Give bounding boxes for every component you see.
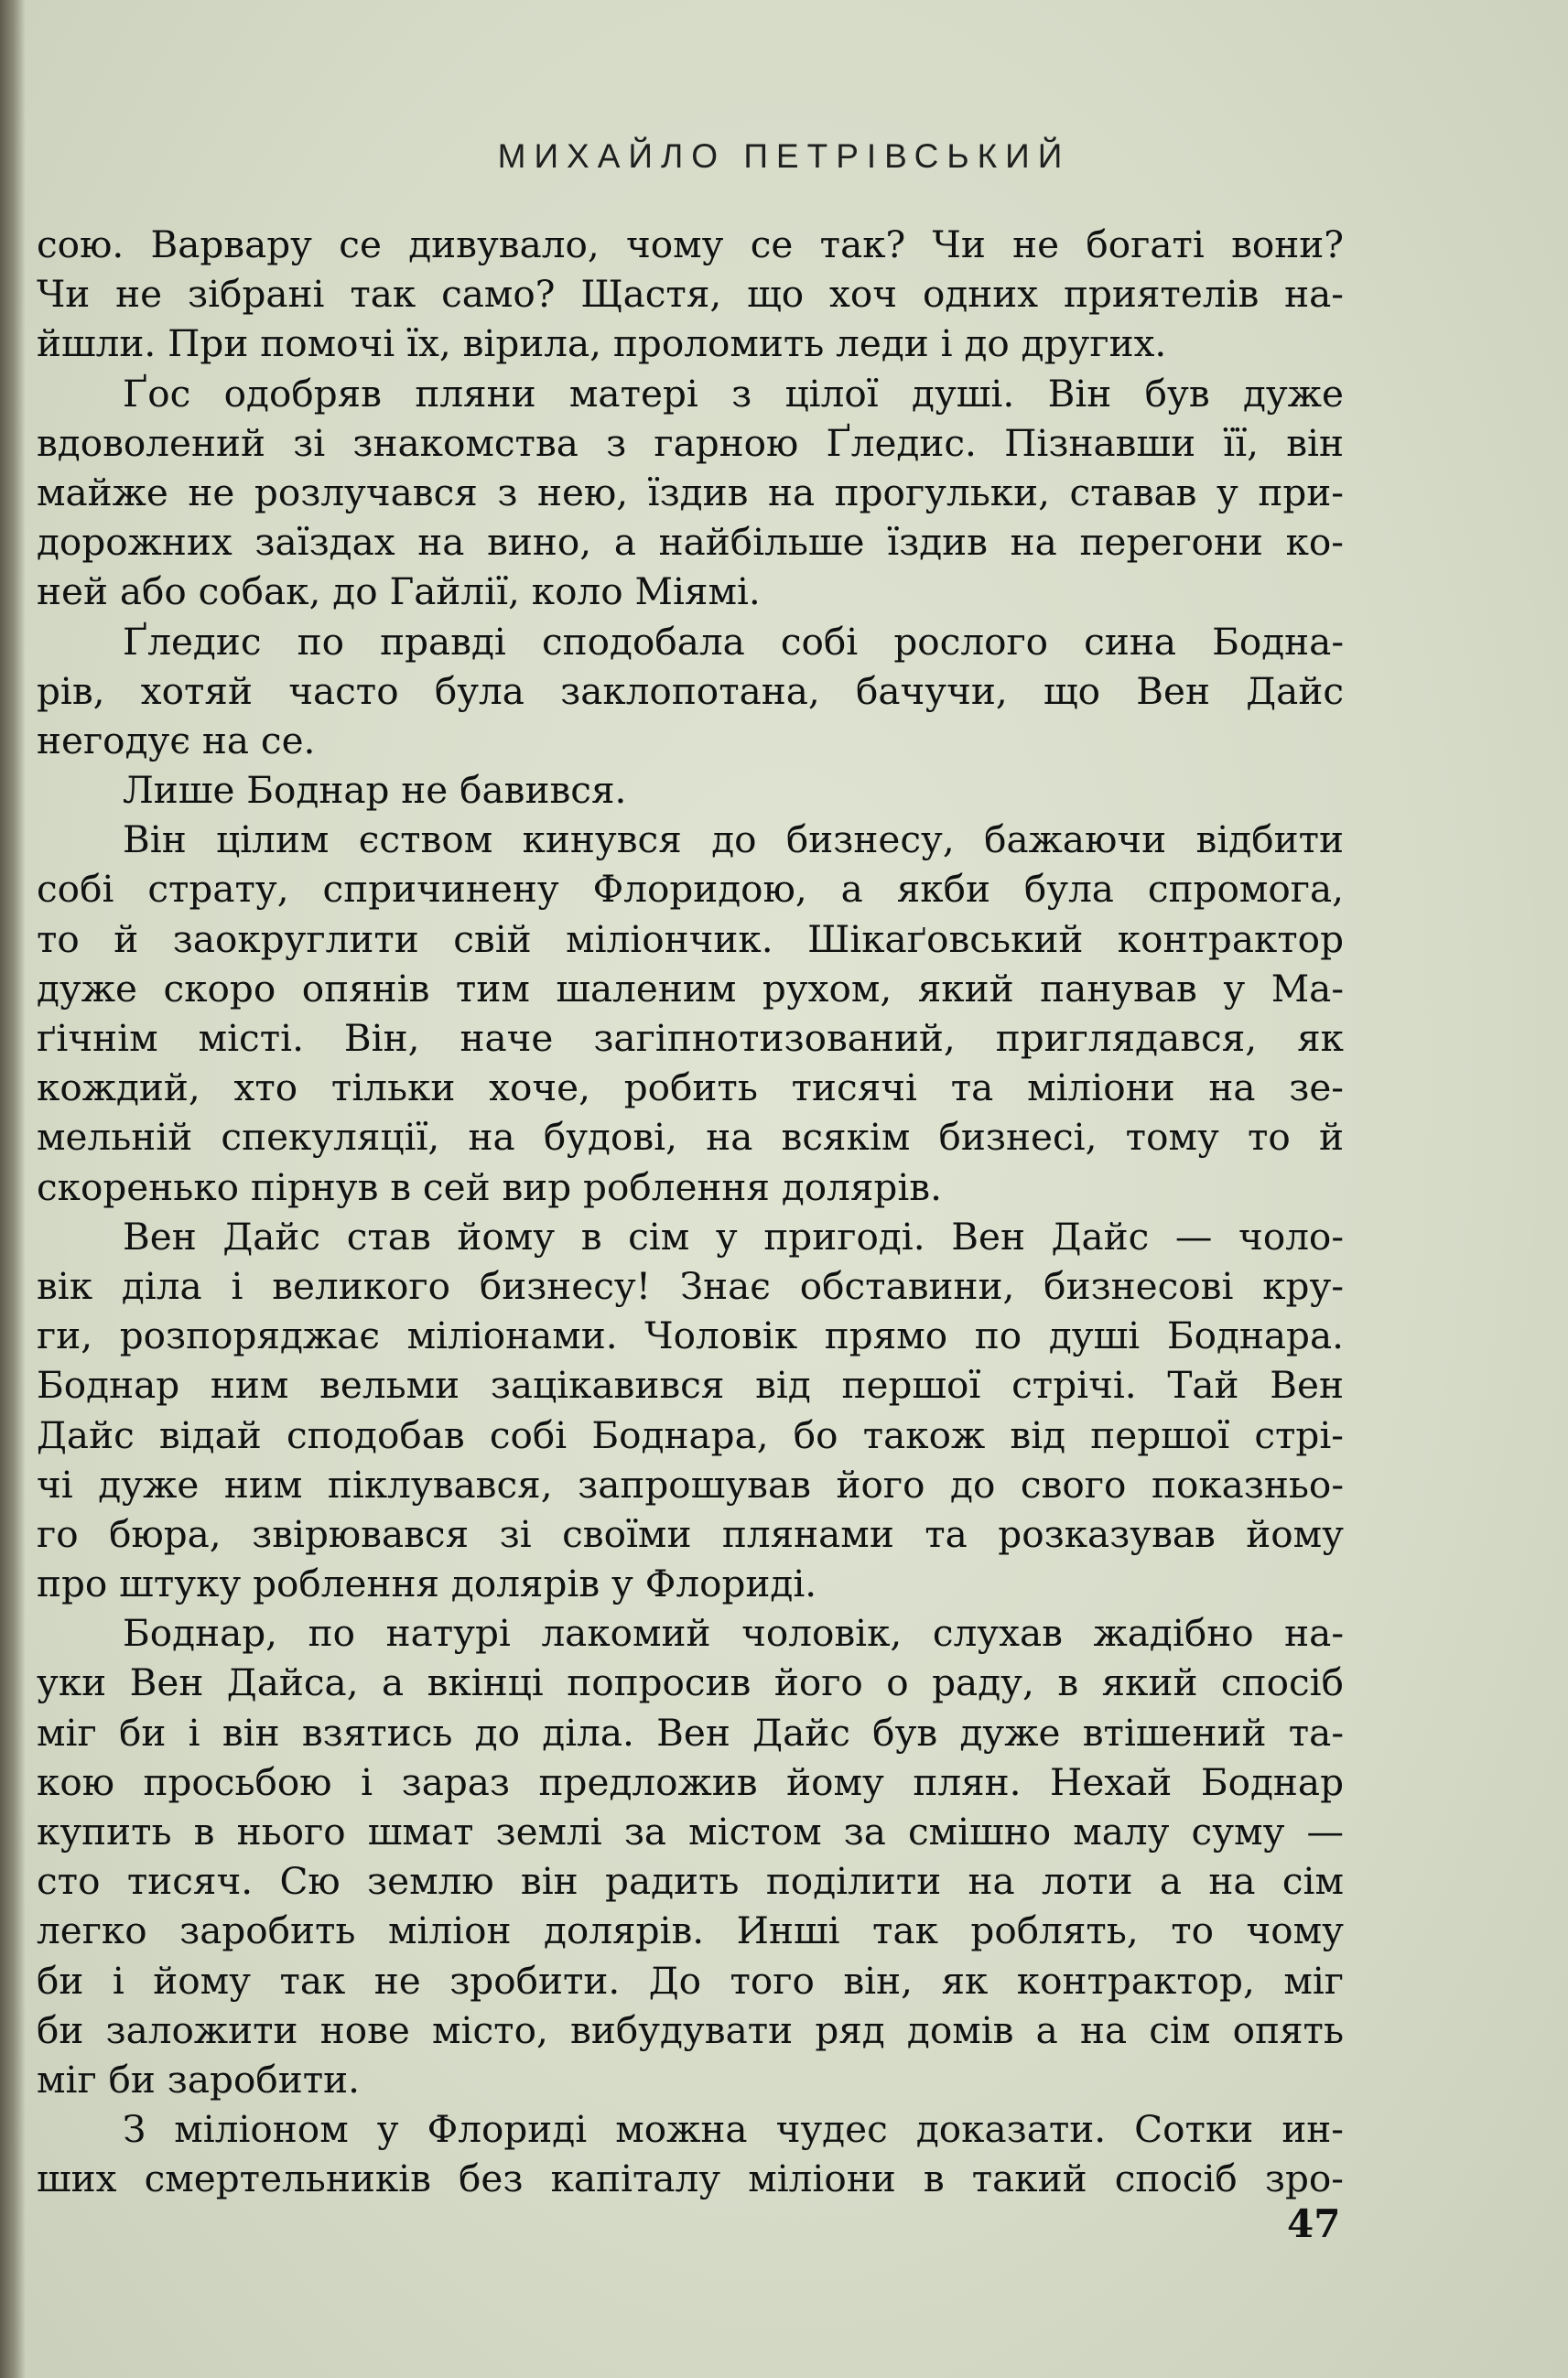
text-line: кождий, хто тільки хоче, робить тисячі та міліони на зе- <box>37 1065 1344 1110</box>
text-line: ґічнім місті. Він, наче загіпнотизований, приглядався, як <box>37 1016 1344 1060</box>
text-line: дуже скоро опянів тим шаленим рухом, який панував у Ма- <box>37 966 1344 1011</box>
text-line: Ґледис по правді сподобала собі рослого сина Бодна- <box>123 619 1344 664</box>
text-line: міг би заробити. <box>37 2057 360 2102</box>
text-line: би заложити нове місто, вибудувати ряд домів а на сім опять <box>37 2007 1344 2052</box>
text-line: го бюра, звірювався зі своїми плянами та розказував йому <box>37 1511 1344 1556</box>
text-line: йшли. При помочі їх, вірила, проломить леди і до других. <box>37 321 1167 366</box>
paragraph <box>37 369 1344 617</box>
paragraph <box>37 765 1344 815</box>
paragraph <box>37 1212 1344 1609</box>
text-line: мельній спекуляції, на будові, на всякім бизнесі, тому то й <box>37 1115 1344 1160</box>
paragraph <box>37 2104 1344 2203</box>
text-line: купить в нього шмат землі за містом за смішно малу суму — <box>37 1810 1344 1854</box>
text-line: про штуку роблення долярів у Флориді. <box>37 1562 817 1606</box>
text-line: Вен Дайс став йому в сім у пригоді. Вен Дайс — чоло- <box>123 1214 1344 1259</box>
text-line: чі дуже ним піклувався, запрошував його до свого показньо- <box>37 1462 1344 1507</box>
text-line: ней або собак, до Гайлії, коло Міямі. <box>37 569 761 614</box>
text-line: би і йому так не зробити. До того він, як контрактор, міг <box>37 1958 1344 2003</box>
paragraph <box>37 1608 1344 2104</box>
page-spine-shadow <box>0 0 26 2378</box>
text-line: вдоволений зі знакомства з гарною Ґледис. Пізнавши її, він <box>37 420 1344 465</box>
text-line: рів, хотяй часто була заклопотана, бачучи, що Вен Дайс <box>37 668 1344 713</box>
text-line: Дайс відай сподобав собі Боднара, бо також від першої стрі- <box>37 1412 1344 1457</box>
text-line: легко заробить міліон долярів. Инші так роблять, то чому <box>37 1908 1344 1953</box>
text-line: то й заокруглити свій міліончик. Шікаґовський контрактор <box>37 916 1344 961</box>
text-line: Він цілим єством кинувся до бизнесу, бажаючи відбити <box>123 817 1344 862</box>
paragraph <box>37 220 1344 369</box>
text-line: дорожних заїздах на вино, а найбільше їздив на перегони ко- <box>37 520 1344 565</box>
text-line: сто тисяч. Сю землю він радить поділити на лоти а на сім <box>37 1859 1344 1904</box>
text-line: Лише Боднар не бавився. <box>123 768 627 813</box>
page-number: 47 <box>1287 2201 1341 2246</box>
text-line: ших смертельників без капіталу міліони в такий спосіб зро- <box>37 2156 1344 2201</box>
text-line: кою просьбою і зараз предложив йому плян. Нехай Боднар <box>37 1759 1344 1804</box>
text-line: З міліоном у Флориді можна чудес доказати. Сотки ин- <box>123 2107 1344 2152</box>
paragraph <box>37 617 1344 766</box>
body-text <box>37 220 1344 2204</box>
paragraph <box>37 815 1344 1212</box>
text-line: ги, розпоряджає міліонами. Чоловік прямо по душі Боднара. <box>37 1313 1344 1358</box>
text-line: собі страту, спричинену Флоридою, а якби була спромога, <box>37 867 1344 912</box>
text-line: негодує на се. <box>37 718 316 762</box>
text-line: Ґос одобряв пляни матері з цілої душі. Він був дуже <box>123 371 1344 416</box>
text-line: майже не розлучався з нею, їздив на прогульки, ставав у при- <box>37 470 1344 514</box>
text-line: Боднар, по натурі лакомий чоловік, слухав жадібно на- <box>123 1611 1344 1656</box>
text-line: міг би і він взятись до діла. Вен Дайс був дуже втішений та- <box>37 1710 1344 1755</box>
text-line: вік діла і великого бизнесу! Знає обставини, бизнесові кру- <box>37 1263 1344 1308</box>
text-line: Боднар ним вельми зацікавився від першої стрічі. Тай Вен <box>37 1363 1344 1408</box>
running-header: МИХАЙЛО ПЕТРІВСЬКИЙ <box>497 137 1071 175</box>
text-line: сою. Варвару се дивувало, чому се так? Чи не богаті вони? <box>37 222 1344 266</box>
text-line: уки Вен Дайса, а вкінці попросив його о раду, в який спосіб <box>37 1660 1344 1705</box>
text-line: скоренько пірнув в сей вир роблення долярів. <box>37 1164 942 1209</box>
text-line: Чи не зібрані так само? Щастя, що хоч одних приятелів на- <box>37 272 1344 317</box>
